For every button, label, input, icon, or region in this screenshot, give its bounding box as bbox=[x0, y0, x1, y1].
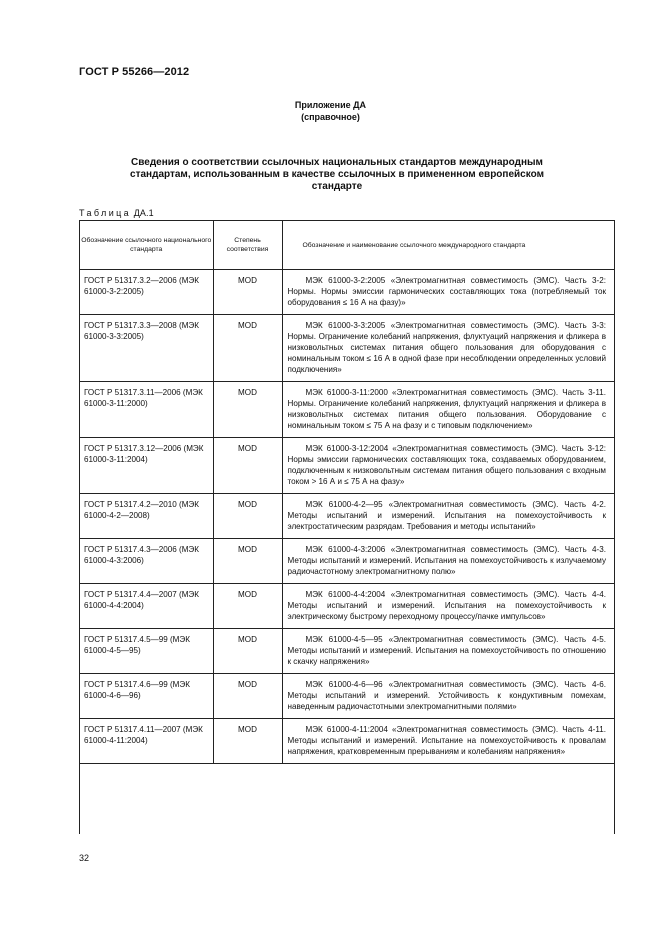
table-row bbox=[80, 494, 614, 539]
international-standard-cell bbox=[282, 315, 614, 382]
international-standard-text: МЭК 61000-3-11:2000 «Электромагнитная совместимость (ЭМС). Часть 3-11. Нормы. Ограничение колебаний напряжения, флуктуаций напряжения и фликера в низковольтных системах питания общего пользования. Оборудование с номинальным током ≤ 75 А на фазу и с типовым подключением» bbox=[287, 388, 606, 430]
section-title: Сведения о соответствии ссылочных национальных стандартов международным стандартам, использованным в качестве ссылочных в примененном европейском стандарте bbox=[130, 157, 544, 192]
table-row bbox=[80, 719, 614, 764]
degree-cell: MOD bbox=[213, 629, 282, 674]
national-standard-cell: ГОСТ Р 51317.3.2—2006 (МЭК 61000-3-2:2005) bbox=[80, 270, 213, 315]
degree-cell: MOD bbox=[213, 494, 282, 539]
appendix-note: (справочное) bbox=[301, 112, 360, 122]
table-grid bbox=[80, 221, 614, 764]
international-standard-cell bbox=[282, 719, 614, 764]
international-standard-text: МЭК 61000-4-3:2006 «Электромагнитная совместимость (ЭМС). Часть 4-3. Методы испытаний и измерений. Испытания на помехоустойчивость к излучаемому радиочастотному электромагнитному полю» bbox=[287, 545, 606, 576]
appendix-heading bbox=[0, 99, 661, 123]
international-standard-cell bbox=[282, 494, 614, 539]
international-standard-text: МЭК 61000-4-5—95 «Электромагнитная совместимость (ЭМС). Часть 4-5. Методы испытаний и измерений. Испытания на помехоустойчивость по отношению к скачку напряжения» bbox=[287, 635, 606, 666]
international-standard-cell bbox=[282, 382, 614, 438]
correspondence-table bbox=[79, 220, 615, 834]
national-standard-cell: ГОСТ Р 51317.4.11—2007 (МЭК 61000-4-11:2004) bbox=[80, 719, 213, 764]
table-row bbox=[80, 539, 614, 584]
international-standard-text: МЭК 61000-3-12:2004 «Электромагнитная совместимость (ЭМС). Часть 3-12: Нормы эмиссии гармонических составляющих тока, создаваемых оборудованием, подключенным к низковольтным системам питания общего пользования с входным током > 16 А и ≤ 75 А на фазу» bbox=[287, 444, 606, 486]
international-standard-text: МЭК 61000-4-6—96 «Электромагнитная совместимость (ЭМС). Часть 4-6. Методы испытаний и измерений. Устойчивость к кондуктивным помехам, наведенным радиочастотными электромагнитными полями» bbox=[287, 680, 606, 711]
degree-cell: MOD bbox=[213, 674, 282, 719]
international-standard-text: МЭК 61000-4-4:2004 «Электромагнитная совместимость (ЭМС). Часть 4-4. Методы испытаний и измерений. Испытания на помехоустойчивость к электрическому быстрому переходному процессу/пачке импульсов» bbox=[287, 590, 606, 621]
international-standard-cell bbox=[282, 270, 614, 315]
column-header-international: Обозначение и наименование ссылочного международного стандарта bbox=[282, 221, 614, 270]
degree-cell: MOD bbox=[213, 539, 282, 584]
table-label-id: ДА.1 bbox=[133, 208, 154, 218]
page-number: 32 bbox=[79, 853, 90, 863]
international-standard-text: МЭК 61000-4-2—95 «Электромагнитная совместимость (ЭМС). Часть 4-2. Методы испытаний и измерений. Испытания на помехоустойчивость к электростатическим разрядам. Требования и методы испытаний» bbox=[287, 500, 606, 531]
international-standard-cell bbox=[282, 539, 614, 584]
column-header-degree: Степень соответствия bbox=[213, 221, 282, 270]
table-row bbox=[80, 438, 614, 494]
degree-cell: MOD bbox=[213, 270, 282, 315]
degree-cell: MOD bbox=[213, 719, 282, 764]
national-standard-cell: ГОСТ Р 51317.3.11—2006 (МЭК 61000-3-11:2000) bbox=[80, 382, 213, 438]
degree-cell: MOD bbox=[213, 315, 282, 382]
national-standard-cell: ГОСТ Р 51317.4.3—2006 (МЭК 61000-4-3:2006) bbox=[80, 539, 213, 584]
international-standard-text: МЭК 61000-4-11:2004 «Электромагнитная совместимость (ЭМС). Часть 4-11. Методы испытаний и измерений. Испытание на помехоустойчивость к провалам напряжения, кратковременным прерываниям и колебаниям напряжения» bbox=[287, 725, 606, 756]
table-row bbox=[80, 674, 614, 719]
national-standard-cell: ГОСТ Р 51317.4.4—2007 (МЭК 61000-4-4:2004) bbox=[80, 584, 213, 629]
national-standard-cell: ГОСТ Р 51317.4.2—2010 (МЭК 61000-4-2—2008) bbox=[80, 494, 213, 539]
table-label bbox=[79, 208, 154, 218]
international-standard-cell bbox=[282, 629, 614, 674]
table-row bbox=[80, 382, 614, 438]
national-standard-cell: ГОСТ Р 51317.3.3—2008 (МЭК 61000-3-3:2005) bbox=[80, 315, 213, 382]
international-standard-cell bbox=[282, 674, 614, 719]
national-standard-cell: ГОСТ Р 51317.4.6—99 (МЭК 61000-4-6—96) bbox=[80, 674, 213, 719]
degree-cell: MOD bbox=[213, 382, 282, 438]
column-header-national: Обозначение ссылочного национального стандарта bbox=[80, 221, 213, 270]
international-standard-text: МЭК 61000-3-3:2005 «Электромагнитная совместимость (ЭМС). Часть 3-3: Нормы. Ограничение колебаний напряжения, флуктуаций напряжения и фликера в низковольтных системах питания общего пользования для оборудования с номинальным током ≤ 16 А в одной фазе при несоблюдении определенных условий подключения» bbox=[287, 321, 606, 374]
international-standard-cell bbox=[282, 584, 614, 629]
degree-cell: MOD bbox=[213, 584, 282, 629]
degree-cell: MOD bbox=[213, 438, 282, 494]
table-row bbox=[80, 629, 614, 674]
table-row bbox=[80, 584, 614, 629]
document-code: ГОСТ Р 55266—2012 bbox=[79, 66, 190, 78]
international-standard-text: МЭК 61000-3-2:2005 «Электромагнитная совместимость (ЭМС). Часть 3-2: Нормы. Нормы эмиссии гармонических составляющих тока (потребляемый ток оборудования ≤ 16 А на фазу)» bbox=[287, 276, 606, 307]
table-label-prefix: Таблица bbox=[79, 208, 132, 218]
appendix-title: Приложение ДА bbox=[294, 100, 367, 110]
table-row bbox=[80, 315, 614, 382]
table-header-row bbox=[80, 221, 614, 270]
national-standard-cell: ГОСТ Р 51317.3.12—2006 (МЭК 61000-3-11:2004) bbox=[80, 438, 213, 494]
table-row bbox=[80, 270, 614, 315]
national-standard-cell: ГОСТ Р 51317.4.5—99 (МЭК 61000-4-5—95) bbox=[80, 629, 213, 674]
international-standard-cell bbox=[282, 438, 614, 494]
